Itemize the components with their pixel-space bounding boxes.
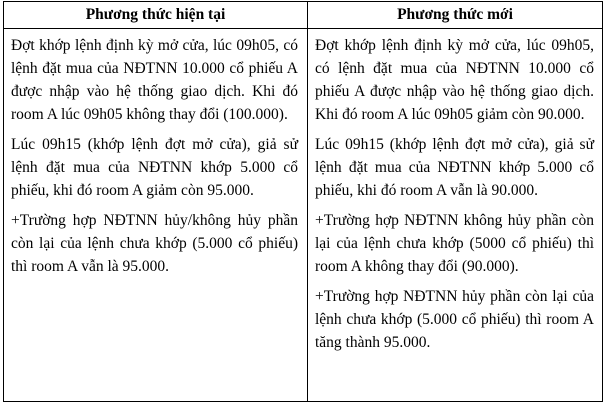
current-paragraph-3: +Trường hợp NĐTNN hủy/không hủy phần còn lại của lệnh chưa khớp (5.000 cổ phiếu) thì room A vẫn là 95.000.: [11, 212, 298, 275]
current-paragraph-1: Đợt khớp lệnh định kỳ mở cửa, lúc 09h05, có lệnh đặt mua của NĐTNN 10.000 cổ phiếu A được nhập vào hệ thống giao dịch. Khi đó room A lúc 09h05 không thay đổi (100.000).: [11, 37, 298, 123]
new-paragraph-3: +Trường hợp NĐTNN không hủy phần còn lại của lệnh chưa khớp (5000 cổ phiếu) thì room A không thay đổi (90.000).: [315, 212, 594, 275]
current-paragraph-2: Lúc 09h15 (khớp lệnh đợt mở cửa), giả sử lệnh đặt mua của NĐTNN khớp 5.000 cổ phiếu, khi đó room A giảm còn 95.000.: [11, 136, 298, 199]
header-current-method: Phương thức hiện tại: [4, 2, 308, 29]
new-paragraph-1: Đợt khớp lệnh định kỳ mở cửa, lúc 09h05, có lệnh đặt mua của NĐTNN 10.000 cổ phiếu A được nhập vào hệ thống giao dịch. Khi đó room A lúc 09h05 giảm còn 90.000.: [315, 37, 594, 123]
table-body-row: [4, 29, 603, 402]
current-method-cell: [4, 29, 308, 402]
new-method-cell: [308, 29, 603, 402]
comparison-table: [3, 1, 603, 402]
header-new-method: Phương thức mới: [308, 2, 603, 29]
table-header-row: [4, 2, 603, 29]
new-paragraph-2: Lúc 09h15 (khớp lệnh đợt mở cửa), giả sử lệnh đặt mua của NĐTNN khớp 5.000 cổ phiếu, khi đó room A vẫn là 90.000.: [315, 136, 594, 199]
new-paragraph-4: +Trường hợp NĐTNN hủy phần còn lại của lệnh chưa khớp (5.000 cổ phiếu) thì room A tăng thành 95.000.: [315, 288, 594, 351]
